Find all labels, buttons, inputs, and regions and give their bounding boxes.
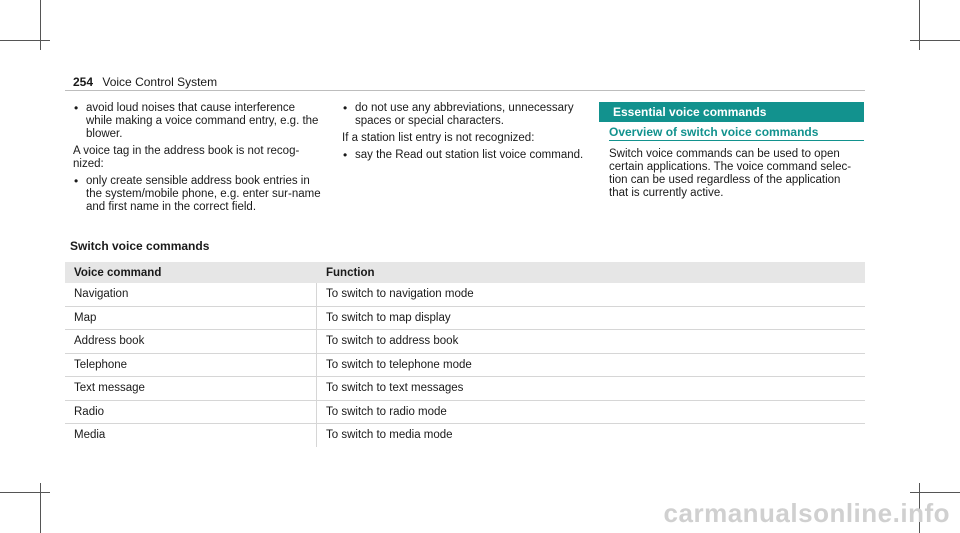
function-cell: To switch to address book bbox=[326, 335, 459, 348]
crop-mark bbox=[910, 40, 960, 41]
table-row bbox=[65, 401, 865, 425]
section-title: Voice Control System bbox=[102, 75, 218, 89]
header-function: Function bbox=[326, 266, 375, 279]
table-row bbox=[65, 424, 865, 447]
overview-divider bbox=[609, 140, 864, 141]
crop-mark bbox=[0, 492, 50, 493]
bullet-item: • avoid loud noises that cause interference while making a voice command entry, e.g. the blower. bbox=[73, 102, 323, 141]
paragraph: A voice tag in the address book is not recog-nized: bbox=[73, 145, 300, 170]
command-cell: Text message bbox=[65, 377, 317, 400]
header-divider bbox=[65, 90, 865, 91]
function-cell: To switch to radio mode bbox=[326, 405, 447, 418]
command-cell: Map bbox=[65, 307, 317, 330]
overview-paragraph: Switch voice commands can be used to open certain applications. The voice command selec-tion can be used regardless of the application that is currently active. bbox=[609, 148, 852, 199]
crop-mark bbox=[40, 0, 41, 50]
function-cell: To switch to text messages bbox=[326, 382, 464, 395]
command-cell: Media bbox=[65, 424, 317, 447]
table-title: Switch voice commands bbox=[70, 239, 210, 253]
overview-subtitle: Overview of switch voice commands bbox=[609, 125, 819, 139]
bullet-item: • say the Read out station list voice command. bbox=[342, 149, 590, 162]
paragraph: If a station list entry is not recognized: bbox=[342, 132, 535, 144]
page-header bbox=[73, 75, 217, 89]
bullet-item: • do not use any abbreviations, unnecessary spaces or special characters. bbox=[342, 102, 590, 128]
function-cell: To switch to navigation mode bbox=[326, 288, 474, 301]
middle-column bbox=[342, 102, 590, 166]
function-cell: To switch to telephone mode bbox=[326, 358, 472, 371]
crop-mark bbox=[919, 0, 920, 50]
table-header-row bbox=[65, 262, 865, 283]
command-cell: Radio bbox=[65, 401, 317, 424]
function-cell: To switch to media mode bbox=[326, 429, 453, 442]
page-number: 254 bbox=[73, 75, 94, 89]
command-cell: Navigation bbox=[65, 283, 317, 306]
bullet-item: • only create sensible address book entries in the system/mobile phone, e.g. enter sur-name and first name in the correct field. bbox=[73, 175, 323, 214]
function-cell: To switch to map display bbox=[326, 311, 451, 324]
command-cell: Address book bbox=[65, 330, 317, 353]
header-voice-command: Voice command bbox=[74, 266, 162, 279]
switch-commands-table bbox=[65, 262, 865, 447]
table-row bbox=[65, 307, 865, 331]
crop-mark bbox=[910, 492, 960, 493]
crop-mark bbox=[0, 40, 50, 41]
table-row bbox=[65, 377, 865, 401]
table-row bbox=[65, 283, 865, 307]
essential-commands-banner: Essential voice commands bbox=[599, 102, 864, 122]
table-row bbox=[65, 330, 865, 354]
command-cell: Telephone bbox=[65, 354, 317, 377]
watermark: carmanualsonline.info bbox=[663, 498, 950, 528]
table-row bbox=[65, 354, 865, 378]
left-column bbox=[73, 102, 323, 218]
crop-mark bbox=[40, 483, 41, 533]
